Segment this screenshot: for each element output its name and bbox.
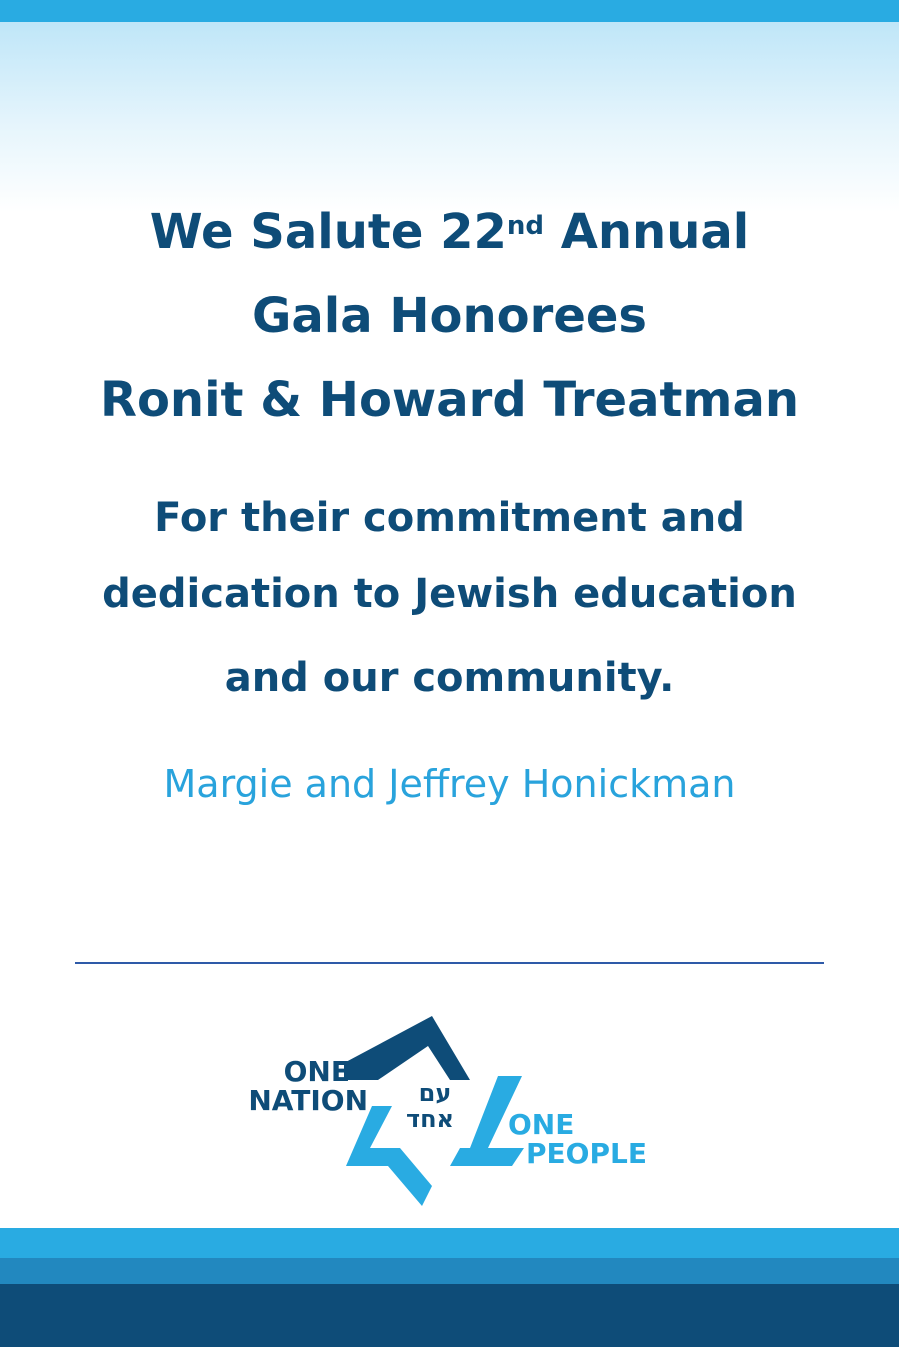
headline	[0, 190, 899, 442]
divider-line	[75, 962, 824, 964]
logo-text-one-people	[508, 1110, 668, 1168]
hebrew-line-1: עם	[418, 1079, 452, 1107]
logo-people-label: PEOPLE	[526, 1137, 647, 1170]
headline-line-1-tail: Annual	[544, 204, 750, 260]
top-gradient-band	[0, 22, 899, 212]
logo-nation-label: NATION	[248, 1084, 368, 1117]
headline-line-2: Gala Honorees	[252, 288, 647, 344]
bottom-band-dark	[0, 1284, 899, 1347]
bottom-band-light	[0, 1228, 899, 1258]
hebrew-line-2: אחד	[405, 1105, 455, 1133]
tribute-line-1: For their commitment and	[154, 495, 745, 541]
ordinal-suffix: nd	[506, 211, 544, 241]
bottom-band-mid	[0, 1258, 899, 1284]
logo-text-one-nation	[246, 1057, 368, 1115]
tribute-message	[0, 480, 899, 724]
headline-line-1	[0, 190, 899, 274]
signer-name: Margie and Jeffrey Honickman	[163, 762, 736, 806]
honoree-names: Ronit & Howard Treatman	[99, 372, 800, 428]
tribute-line-2: dedication to Jewish education	[102, 571, 797, 617]
logo-one-label: ONE	[283, 1055, 350, 1088]
logo-hebrew-text	[395, 1080, 465, 1132]
tribute-line-3: and our community.	[224, 655, 675, 701]
logo-one-people-top: ONE	[508, 1108, 575, 1141]
headline-line-1-text: We Salute 22	[149, 204, 507, 260]
top-color-bar	[0, 0, 899, 22]
